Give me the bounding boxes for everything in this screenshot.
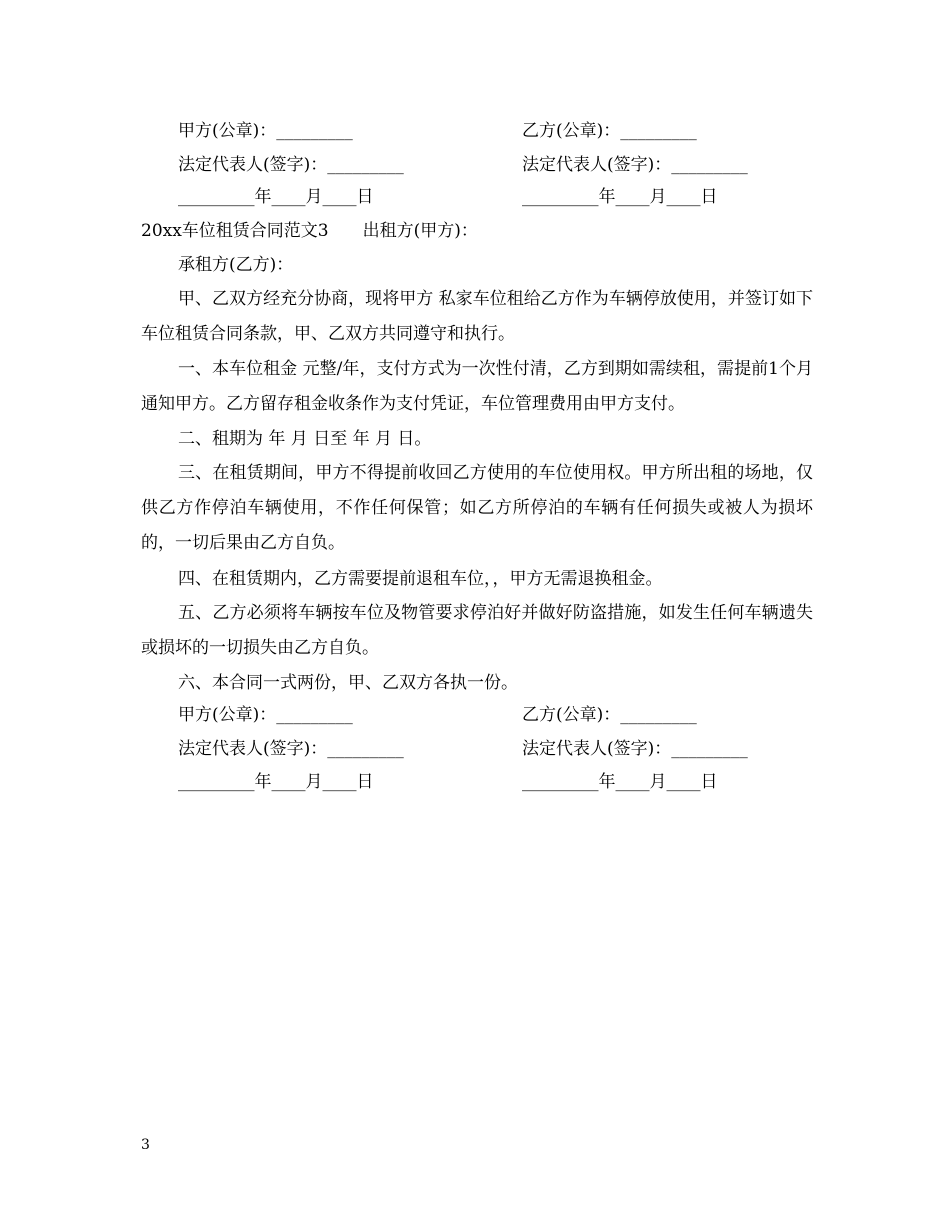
lessee-label: 承租方(乙方)： [178, 255, 294, 275]
clause-2: 二、租期为 年 月 日至 年 月 日。 [178, 429, 432, 449]
party-a-representative-line-bottom: 法定代表人(签字)：_________ [178, 739, 404, 759]
contract-title: 20xx车位租赁合同范文3 [141, 221, 329, 241]
clause-6: 六、本合同一式两份，甲、乙双方各执一份。 [178, 673, 518, 693]
party-a-representative-line: 法定代表人(签字)：_________ [178, 155, 404, 175]
clause-4: 四、在租赁期内，乙方需要提前退租车位，，甲方无需退换租金。 [178, 569, 663, 589]
clause-1: 一、本车位租金 元整/年，支付方式为一次性付清，乙方到期如需续租，需提前1个月通知甲方。乙方留存租金收条作为支付凭证，车位管理费用由甲方支付。 [141, 359, 813, 414]
clause-3: 三、在租赁期间，甲方不得提前收回乙方使用的车位使用权。甲方所出租的场地，仅供乙方作停泊车辆使用，不作任何保管；如乙方所停泊的车辆有任何损失或被人为损坏的，一切后果由乙方自负。 [141, 463, 813, 553]
party-b-date-line: _________年____月____日 [522, 187, 718, 207]
lessor-label: 出租方(甲方)： [362, 221, 478, 241]
party-b-seal-line: 乙方(公章)：_________ [522, 121, 697, 141]
party-a-seal-line-bottom: 甲方(公章)：_________ [178, 705, 353, 725]
contract-heading-line [141, 220, 478, 242]
clause-5: 五、乙方必须将车辆按车位及物管要求停泊好并做好防盗措施，如发生任何车辆遗失或损坏的一切损失由乙方自负。 [141, 603, 813, 658]
party-b-representative-line: 法定代表人(签字)：_________ [522, 155, 748, 175]
page-number: 3 [141, 1137, 150, 1153]
party-b-seal-line-bottom: 乙方(公章)：_________ [522, 705, 697, 725]
party-a-date-line: _________年____月____日 [178, 187, 374, 207]
party-b-representative-line-bottom: 法定代表人(签字)：_________ [522, 739, 748, 759]
party-a-date-line-bottom: _________年____月____日 [178, 772, 374, 792]
intro-paragraph: 甲、乙双方经充分协商，现将甲方 私家车位租给乙方作为车辆停放使用，并签订如下车位租赁合同条款，甲、乙双方共同遵守和执行。 [141, 289, 813, 344]
party-b-date-line-bottom: _________年____月____日 [522, 772, 718, 792]
party-a-seal-line: 甲方(公章)：_________ [178, 121, 353, 141]
